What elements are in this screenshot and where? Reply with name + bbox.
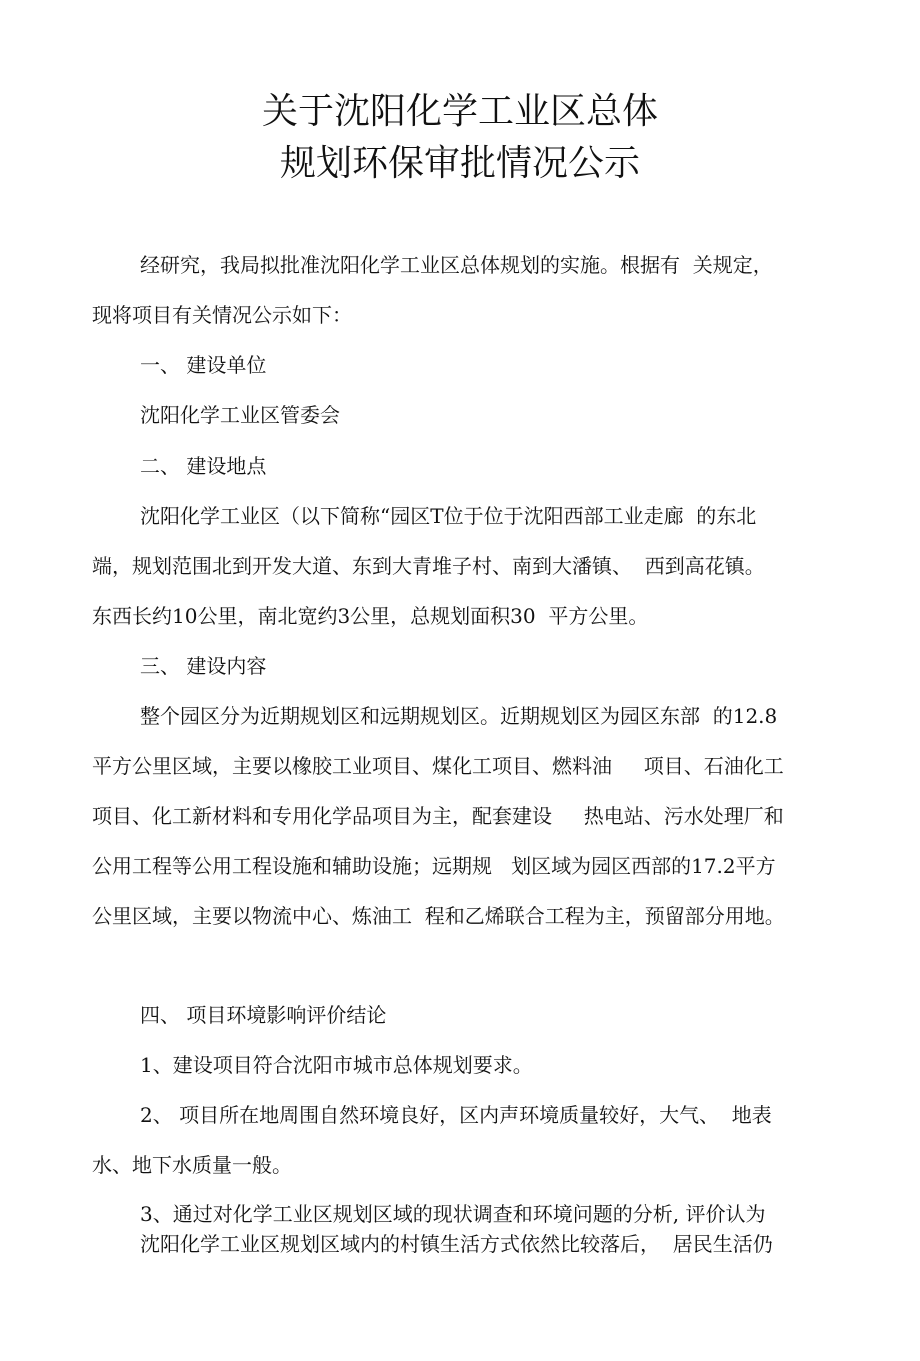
section-3-body-line-3: 项目、化工新材料和专用化学品项目为主，配套建设 热电站、污水处理厂和 — [92, 804, 784, 828]
document-title-line-1: 关于沈阳化学工业区总体 — [261, 91, 658, 132]
section-1-body: 沈阳化学工业区管委会 — [140, 403, 340, 427]
document-title-line-2: 规划环保审批情况公示 — [279, 143, 640, 184]
conclusion-2-line-2: 水、地下水质量一般。 — [92, 1153, 292, 1177]
section-1-heading: 一、 建设单位 — [140, 353, 267, 377]
section-2-body-line-2: 端，规划范围北到开发大道、东到大青堆子村、南到大潘镇、 西到高花镇。 — [92, 554, 765, 578]
section-2-heading: 二、 建设地点 — [140, 454, 267, 478]
section-3-body-line-2: 平方公里区域，主要以橡胶工业项目、煤化工项目、燃料油 项目、石油化工 — [92, 754, 784, 778]
conclusion-3-line-2: 沈阳化学工业区规划区域内的村镇生活方式依然比较落后， 居民生活仍 — [140, 1232, 773, 1256]
conclusion-2-line-1: 2、 项目所在地周围自然环境良好，区内声环境质量较好，大气、 地表 — [140, 1103, 772, 1127]
section-2-body-line-3: 东西长约10公里，南北宽约3公里，总规划面积30 平方公里。 — [92, 604, 649, 628]
section-4-heading: 四、 项目环境影响评价结论 — [140, 1003, 387, 1027]
conclusion-1: 1、建设项目符合沈阳市城市总体规划要求。 — [140, 1053, 533, 1077]
section-3-body-line-5: 公里区域，主要以物流中心、炼油工 程和乙烯联合工程为主，预留部分用地。 — [92, 904, 785, 928]
section-3-body-line-1: 整个园区分为近期规划区和远期规划区。近期规划区为园区东部 的12.8 — [140, 704, 778, 728]
section-2-body-line-1: 沈阳化学工业区（以下简称“园区T位于位于沈阳西部工业走廊 的东北 — [140, 504, 757, 528]
section-3-body-line-4: 公用工程等公用工程设施和辅助设施；远期规 划区域为园区西部的17.2平方 — [92, 854, 776, 878]
conclusion-3-line-1: 3、通过对化学工业区规划区域的现状调查和环境问题的分析, 评价认为 — [140, 1202, 766, 1226]
section-3-heading: 三、 建设内容 — [140, 654, 267, 678]
intro-line-1: 经研究，我局拟批准沈阳化学工业区总体规划的实施。根据有 关规定， — [140, 253, 773, 277]
intro-line-2: 现将项目有关情况公示如下： — [92, 303, 352, 327]
